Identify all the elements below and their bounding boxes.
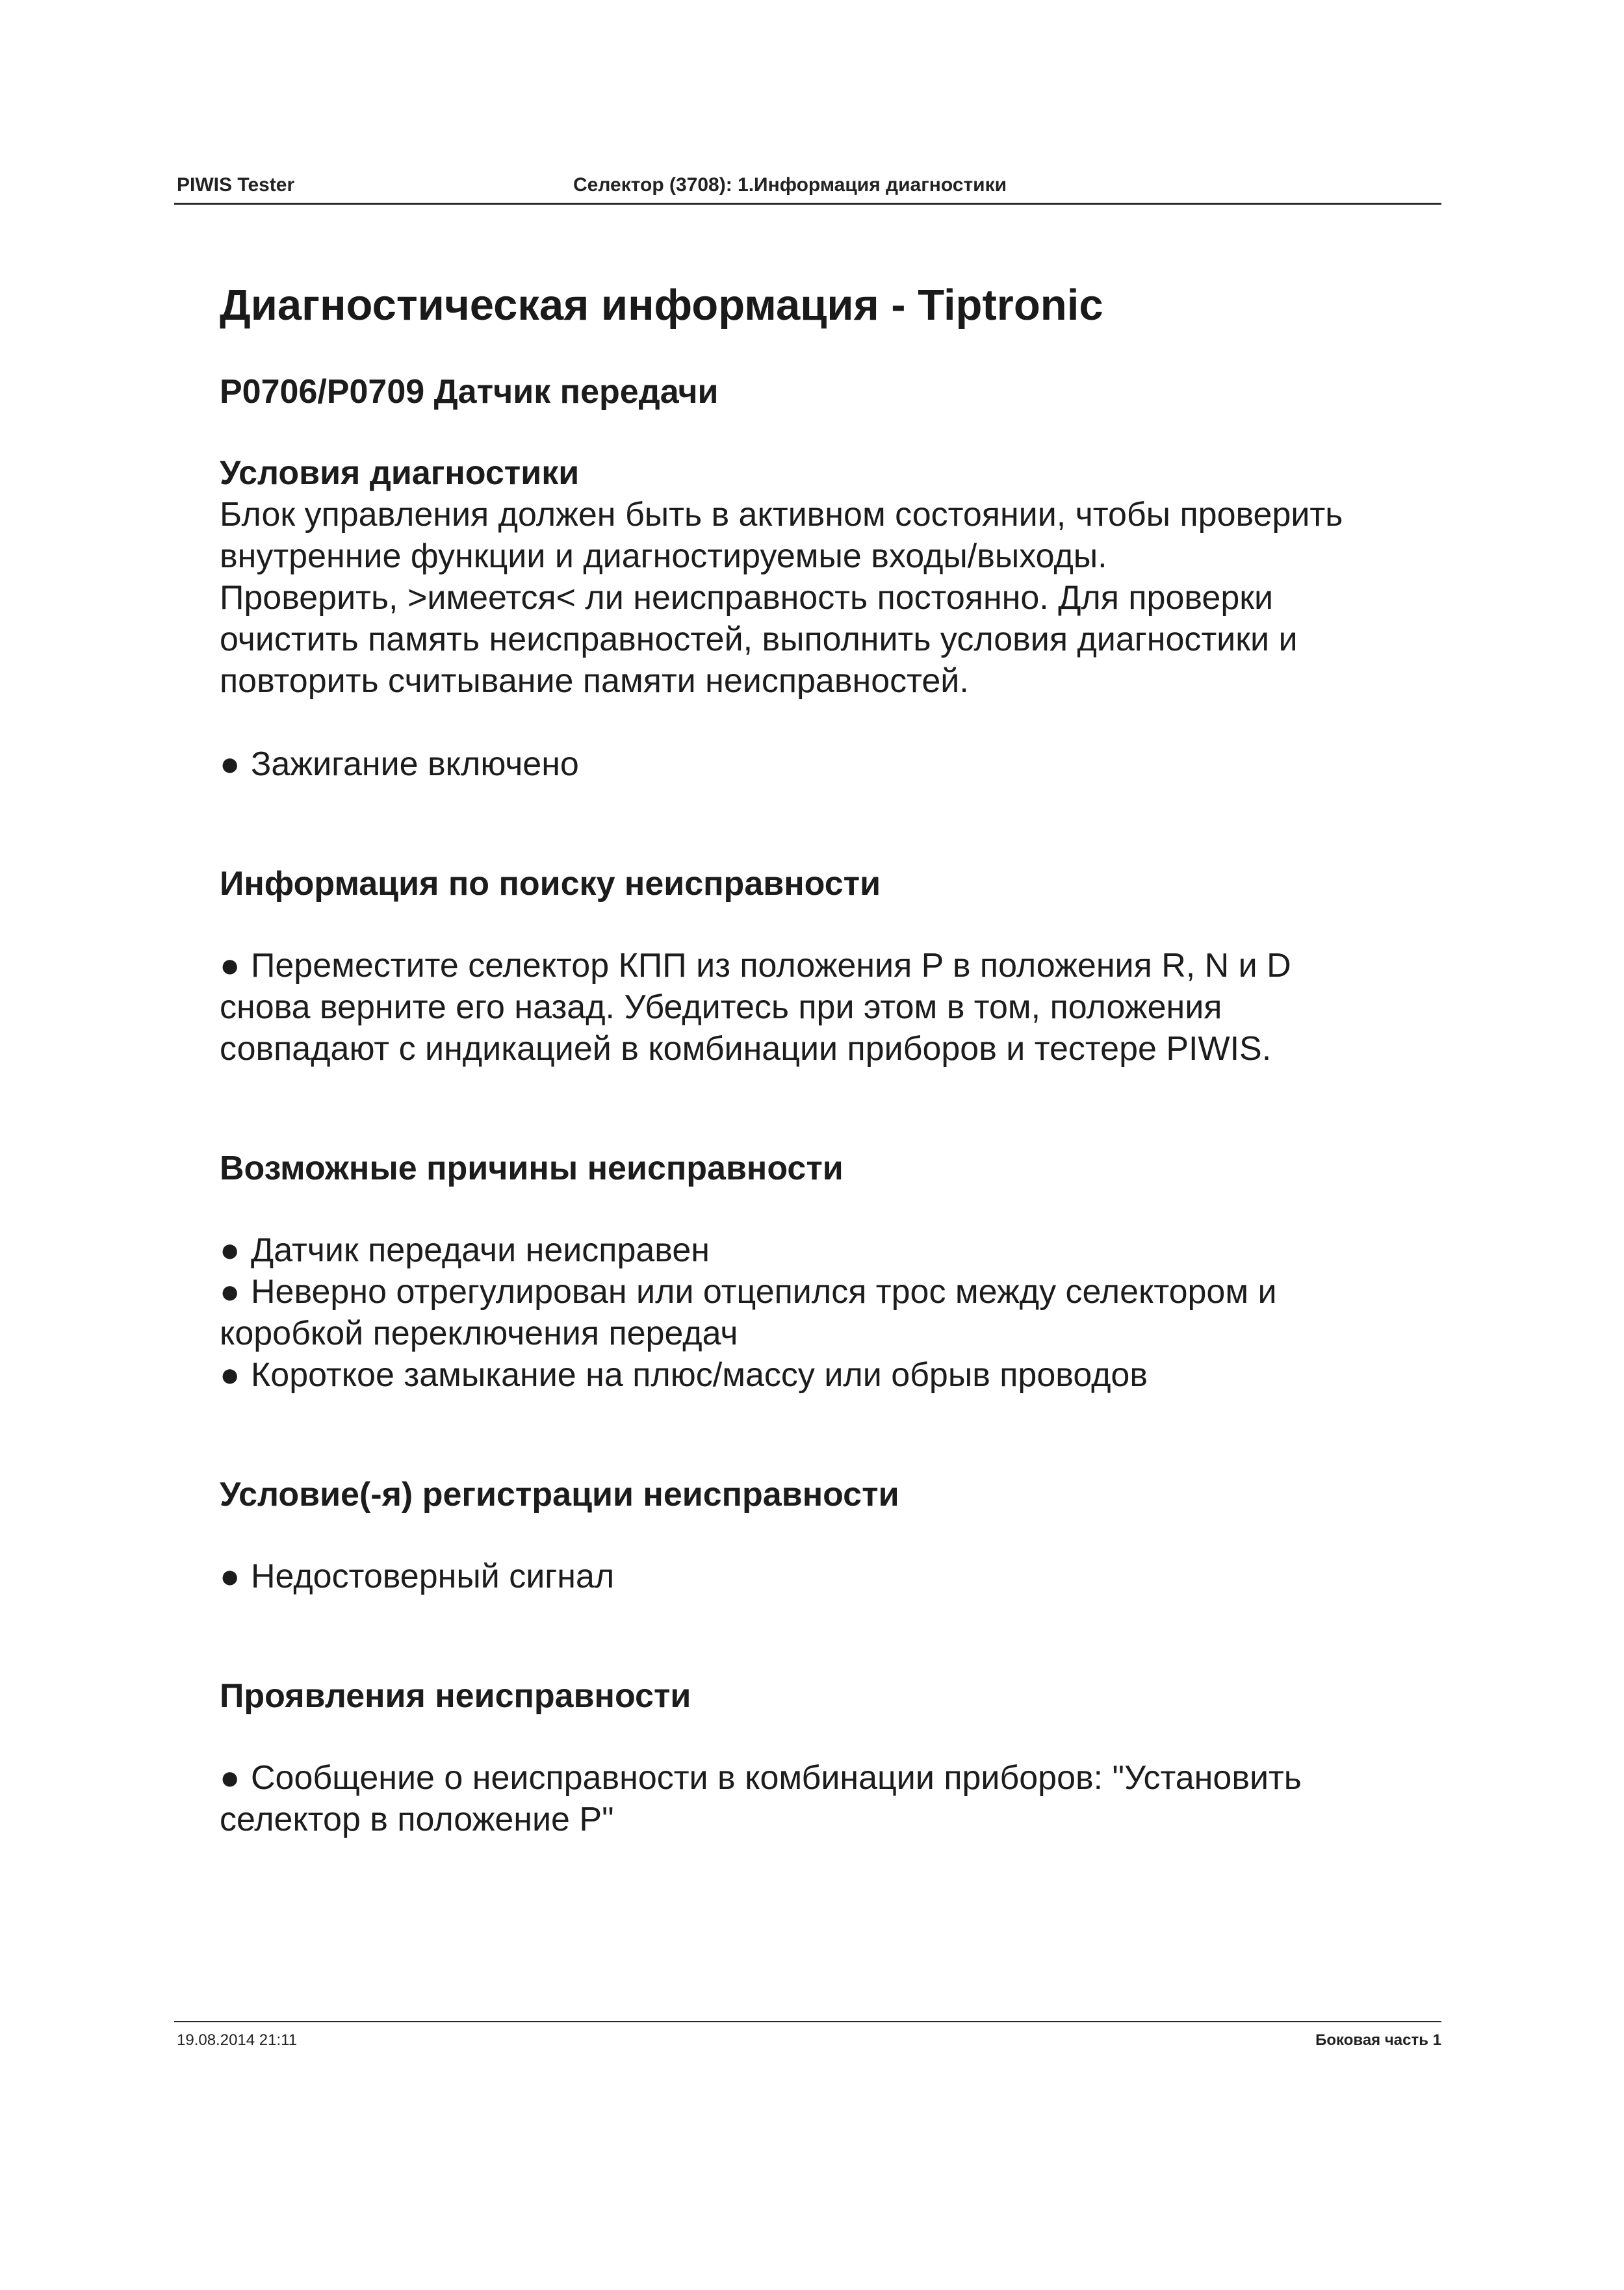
text-line: Блок управления должен быть в активном состоянии, чтобы проверить <box>220 496 1343 534</box>
page-header <box>177 174 1441 203</box>
bullet-icon: ● <box>220 1356 240 1394</box>
text-line: повторить считывание памяти неисправностей. <box>220 662 969 700</box>
bullet-line <box>220 945 1493 986</box>
document-body <box>220 279 1493 1840</box>
header-app-name: PIWIS Tester <box>177 174 295 196</box>
text-line: очистить память неисправностей, выполнить условия диагностики и <box>220 621 1298 658</box>
symptoms-bullet <box>220 1757 1493 1840</box>
header-divider <box>174 203 1441 205</box>
symptoms-heading: Проявления неисправности <box>220 1677 691 1715</box>
bullet-item <box>220 1354 1493 1396</box>
conditions-heading: Условия диагностики <box>220 454 580 492</box>
bullet-text: Переместите селектор КПП из положения P в положения R, N и D <box>251 947 1291 984</box>
bullet-item <box>220 1271 1493 1313</box>
page-title: Диагностическая информация - Tiptronic <box>220 281 1103 329</box>
bullet-item <box>220 743 1493 785</box>
bullet-continuation: селектор в положение P" <box>220 1801 614 1838</box>
causes-list <box>220 1229 1493 1396</box>
bullet-text: Неверно отрегулирован или отцепился трос между селектором и <box>251 1273 1277 1311</box>
bullet-icon: ● <box>220 1231 240 1269</box>
bullet-icon: ● <box>220 1273 240 1311</box>
bullet-continuation: коробкой переключения передач <box>220 1315 738 1352</box>
footer-divider <box>174 2021 1441 2022</box>
bullet-item <box>220 1556 1493 1597</box>
bullet-continuation: снова верните его назад. Убедитесь при этом в том, положения <box>220 988 1222 1026</box>
bullet-icon: ● <box>220 1759 240 1797</box>
bullet-icon: ● <box>220 745 240 783</box>
text-line: внутренние функции и диагностируемые входы/выходы. <box>220 537 1107 575</box>
fault-code-title: P0706/P0709 Датчик передачи <box>220 373 719 411</box>
bullet-line <box>220 1757 1493 1799</box>
bullet-item <box>220 1229 1493 1271</box>
text-line: Проверить, >имеется< ли неисправность постоянно. Для проверки <box>220 579 1274 617</box>
conditions-text <box>220 494 1493 702</box>
causes-heading: Возможные причины неисправности <box>220 1150 844 1187</box>
search-info-bullet <box>220 945 1493 1070</box>
header-section-title: Селектор (3708): 1.Информация диагностики <box>573 174 1007 196</box>
bullet-text: Сообщение о неисправности в комбинации приборов: "Установить <box>251 1759 1302 1797</box>
search-info-heading: Информация по поиску неисправности <box>220 865 881 903</box>
bullet-text: Зажигание включено <box>251 745 579 783</box>
bullet-text: Датчик передачи неисправен <box>251 1231 710 1269</box>
footer-datetime: 19.08.2014 21:11 <box>177 2031 298 2049</box>
footer-page-label: Боковая часть 1 <box>1315 2031 1441 2049</box>
registration-heading: Условие(-я) регистрации неисправности <box>220 1476 899 1513</box>
bullet-text: Короткое замыкание на плюс/массу или обрыв проводов <box>251 1356 1148 1394</box>
bullet-text: Недостоверный сигнал <box>251 1558 615 1595</box>
bullet-icon: ● <box>220 1558 240 1595</box>
bullet-icon: ● <box>220 947 240 984</box>
bullet-continuation: совпадают с индикацией в комбинации приборов и тестере PIWIS. <box>220 1030 1272 1068</box>
